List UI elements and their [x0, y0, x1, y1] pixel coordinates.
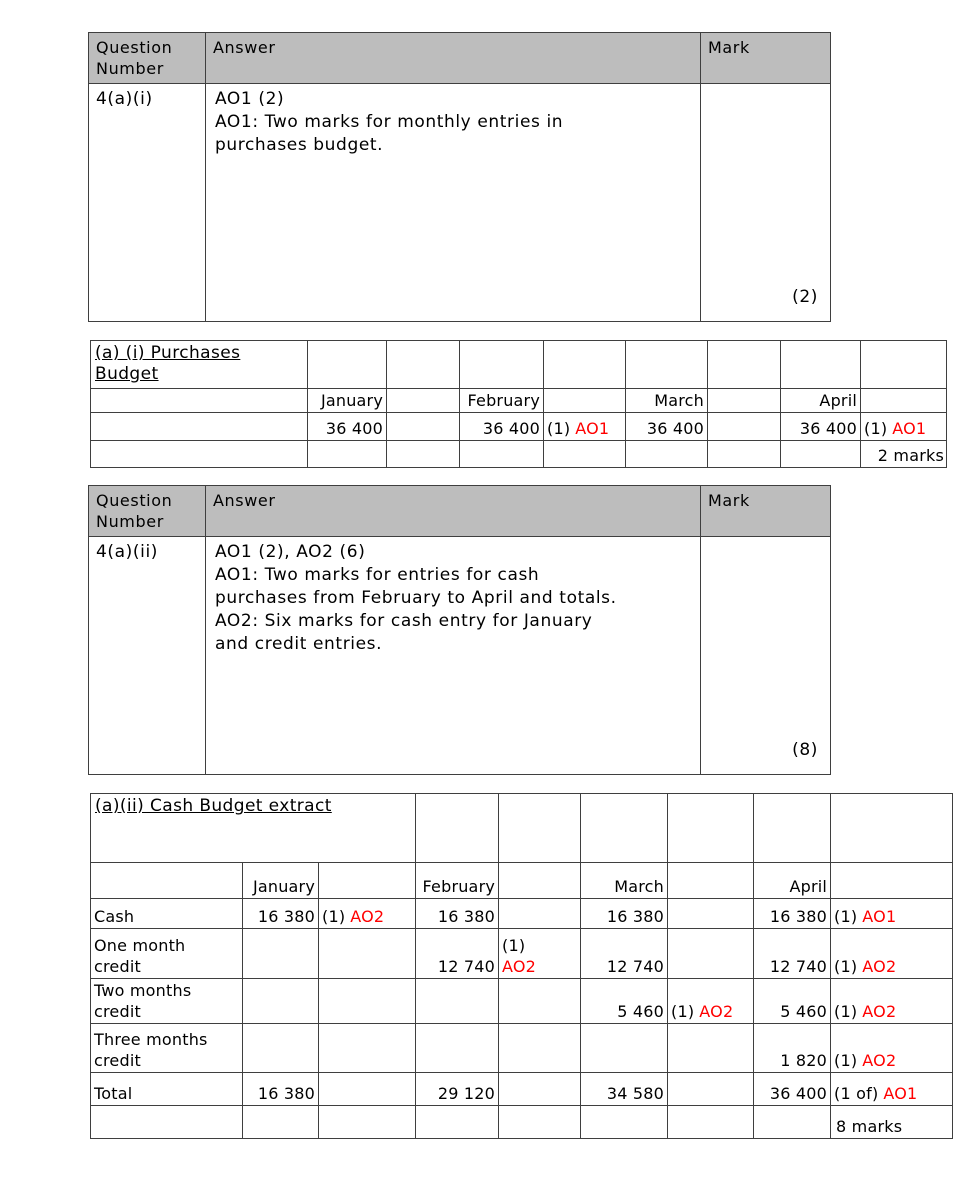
answer-line: AO1: Two marks for entries for cash	[215, 565, 540, 585]
one-month-credit-april: 12 740	[754, 929, 831, 979]
row-label-one-month-credit	[91, 929, 243, 979]
empty-cell	[544, 389, 626, 413]
empty-cell	[499, 1106, 581, 1139]
ao-annotation	[319, 899, 416, 929]
total-row	[91, 1073, 953, 1106]
answer-line: AO1: Two marks for monthly entries in	[215, 112, 564, 132]
mark-point: (1)	[864, 419, 888, 438]
mark-cell: (2)	[701, 84, 831, 322]
cash-budget-table	[90, 793, 953, 1139]
cash-march: 16 380	[581, 899, 668, 929]
two-months-credit-row	[91, 979, 953, 1024]
empty-cell	[499, 863, 581, 899]
empty-cell	[243, 929, 319, 979]
month-header-march: March	[626, 389, 708, 413]
answer-row	[89, 84, 831, 322]
header-row	[89, 33, 831, 84]
ao-label: AO2	[502, 957, 537, 976]
answer-line: AO2: Six marks for cash entry for January	[215, 611, 593, 631]
empty-cell	[668, 1106, 754, 1139]
empty-cell	[319, 1073, 416, 1106]
ao-label: AO2	[350, 907, 385, 926]
mark-scheme-table-4aii	[88, 485, 831, 775]
label-line: Two months	[94, 981, 192, 1000]
empty-cell	[387, 441, 460, 468]
mark-point: (1)	[502, 936, 526, 955]
three-months-credit-row	[91, 1024, 953, 1073]
cash-months-row	[91, 863, 953, 899]
empty-cell	[708, 413, 781, 441]
purchases-value-march: 36 400	[626, 413, 708, 441]
total-march: 34 580	[581, 1073, 668, 1106]
month-header-march: March	[581, 863, 668, 899]
ao-label: AO2	[862, 1002, 897, 1021]
total-january: 16 380	[243, 1073, 319, 1106]
question-number-header: Question Number	[89, 486, 206, 537]
cash-january: 16 380	[243, 899, 319, 929]
ao-label: AO1	[892, 419, 927, 438]
answer-cell	[206, 84, 701, 322]
ao-label: AO1	[575, 419, 610, 438]
month-header-april: April	[781, 389, 861, 413]
month-header-february: February	[416, 863, 499, 899]
empty-cell	[581, 1024, 668, 1073]
empty-cell	[544, 441, 626, 468]
empty-cell	[460, 441, 544, 468]
mark-point: (1)	[834, 1002, 858, 1021]
empty-cell	[781, 341, 861, 389]
total-april: 36 400	[754, 1073, 831, 1106]
cash-title-cell	[91, 794, 416, 863]
empty-cell	[861, 389, 947, 413]
purchases-title-cell	[91, 341, 308, 389]
empty-cell	[319, 929, 416, 979]
purchases-value-february: 36 400	[460, 413, 544, 441]
empty-cell	[781, 441, 861, 468]
ao-label: AO1	[862, 907, 897, 926]
empty-cell	[416, 979, 499, 1024]
purchases-values-row	[91, 413, 947, 441]
empty-cell	[668, 794, 754, 863]
purchases-marks-row	[91, 441, 947, 468]
empty-cell	[754, 1106, 831, 1139]
empty-cell	[416, 794, 499, 863]
empty-cell	[499, 1073, 581, 1106]
label-line: Three months	[94, 1030, 208, 1049]
empty-cell	[91, 441, 308, 468]
mark-point: (1)	[671, 1002, 695, 1021]
empty-cell	[626, 441, 708, 468]
empty-cell	[668, 929, 754, 979]
empty-cell	[668, 1073, 754, 1106]
purchases-budget-table	[90, 340, 947, 468]
empty-cell	[416, 1106, 499, 1139]
ao-annotation	[831, 929, 953, 979]
two-months-credit-april: 5 460	[754, 979, 831, 1024]
cash-row	[91, 899, 953, 929]
row-label-three-months-credit	[91, 1024, 243, 1073]
empty-cell	[91, 1106, 243, 1139]
empty-cell	[91, 863, 243, 899]
empty-cell	[243, 1106, 319, 1139]
empty-cell	[308, 441, 387, 468]
answer-line: purchases from February to April and totals.	[215, 588, 617, 608]
month-header-february: February	[460, 389, 544, 413]
empty-cell	[544, 341, 626, 389]
mark-scheme-table-4ai	[88, 32, 831, 322]
purchases-months-row	[91, 389, 947, 413]
month-header-january: January	[243, 863, 319, 899]
ao-annotation-february	[544, 413, 626, 441]
ao-annotation	[499, 929, 581, 979]
empty-cell	[668, 863, 754, 899]
answer-cell	[206, 537, 701, 775]
question-number-header: Question Number	[89, 33, 206, 84]
ao-annotation	[668, 979, 754, 1024]
purchases-title-row	[91, 341, 947, 389]
empty-cell	[668, 1024, 754, 1073]
empty-cell	[91, 389, 308, 413]
mark-point: (1)	[322, 907, 346, 926]
mark-point: (1)	[834, 1051, 858, 1070]
label-line: credit	[94, 1002, 141, 1021]
purchases-value-april: 36 400	[781, 413, 861, 441]
empty-cell	[499, 794, 581, 863]
empty-cell	[708, 441, 781, 468]
empty-cell	[708, 389, 781, 413]
row-label-cash: Cash	[91, 899, 243, 929]
row-label-total: Total	[91, 1073, 243, 1106]
answer-line: AO1 (2), AO2 (6)	[215, 542, 366, 562]
purchases-title-line: Budget	[95, 364, 159, 384]
cash-marks-row	[91, 1106, 953, 1139]
purchases-value-january: 36 400	[308, 413, 387, 441]
empty-cell	[319, 1106, 416, 1139]
empty-cell	[416, 1024, 499, 1073]
empty-cell	[499, 979, 581, 1024]
empty-cell	[243, 1024, 319, 1073]
empty-cell	[319, 979, 416, 1024]
empty-cell	[387, 413, 460, 441]
one-month-credit-february: 12 740	[416, 929, 499, 979]
ao-label: AO2	[862, 957, 897, 976]
answer-header: Answer	[206, 33, 701, 84]
cash-total-marks: 8 marks	[831, 1106, 953, 1139]
empty-cell	[387, 389, 460, 413]
ao-annotation	[831, 1073, 953, 1106]
ao-label: AO1	[883, 1084, 918, 1103]
ao-annotation	[831, 899, 953, 929]
empty-cell	[387, 341, 460, 389]
empty-cell	[581, 794, 668, 863]
ao-annotation	[831, 1024, 953, 1073]
mark-point: (1)	[834, 907, 858, 926]
empty-cell	[831, 794, 953, 863]
purchases-total-marks: 2 marks	[861, 441, 947, 468]
three-months-credit-april: 1 820	[754, 1024, 831, 1073]
empty-cell	[499, 1024, 581, 1073]
mark-header: Mark	[701, 33, 831, 84]
empty-cell	[626, 341, 708, 389]
cash-title-row	[91, 794, 953, 863]
mark-header: Mark	[701, 486, 831, 537]
empty-cell	[754, 794, 831, 863]
mark-cell: (8)	[701, 537, 831, 775]
total-february: 29 120	[416, 1073, 499, 1106]
empty-cell	[308, 341, 387, 389]
ao-label: AO2	[862, 1051, 897, 1070]
empty-cell	[243, 979, 319, 1024]
one-month-credit-march: 12 740	[581, 929, 668, 979]
answer-line: and credit entries.	[215, 634, 383, 654]
answer-header: Answer	[206, 486, 701, 537]
answer-line: purchases budget.	[215, 135, 384, 155]
mark-point: (1 of)	[834, 1084, 879, 1103]
question-number-cell: 4(a)(i)	[89, 84, 206, 322]
ao-label: AO2	[699, 1002, 734, 1021]
purchases-title-line: (a) (i) Purchases	[95, 343, 241, 363]
ao-annotation-april	[861, 413, 947, 441]
answer-row	[89, 537, 831, 775]
empty-cell	[319, 863, 416, 899]
answer-line: AO1 (2)	[215, 89, 285, 109]
two-months-credit-march: 5 460	[581, 979, 668, 1024]
row-label-two-months-credit	[91, 979, 243, 1024]
empty-cell	[319, 1024, 416, 1073]
ao-annotation	[831, 979, 953, 1024]
month-header-april: April	[754, 863, 831, 899]
label-line: One month	[94, 936, 186, 955]
label-line: credit	[94, 957, 141, 976]
cash-february: 16 380	[416, 899, 499, 929]
empty-cell	[708, 341, 781, 389]
question-number-cell: 4(a)(ii)	[89, 537, 206, 775]
mark-point: (1)	[547, 419, 571, 438]
header-row	[89, 486, 831, 537]
cash-title-line: (a)(ii) Cash Budget extract	[95, 796, 332, 816]
label-line: credit	[94, 1051, 141, 1070]
empty-cell	[581, 1106, 668, 1139]
empty-cell	[668, 899, 754, 929]
mark-point: (1)	[834, 957, 858, 976]
empty-cell	[460, 341, 544, 389]
month-header-january: January	[308, 389, 387, 413]
empty-cell	[91, 413, 308, 441]
empty-cell	[499, 899, 581, 929]
empty-cell	[861, 341, 947, 389]
one-month-credit-row	[91, 929, 953, 979]
cash-april: 16 380	[754, 899, 831, 929]
empty-cell	[831, 863, 953, 899]
